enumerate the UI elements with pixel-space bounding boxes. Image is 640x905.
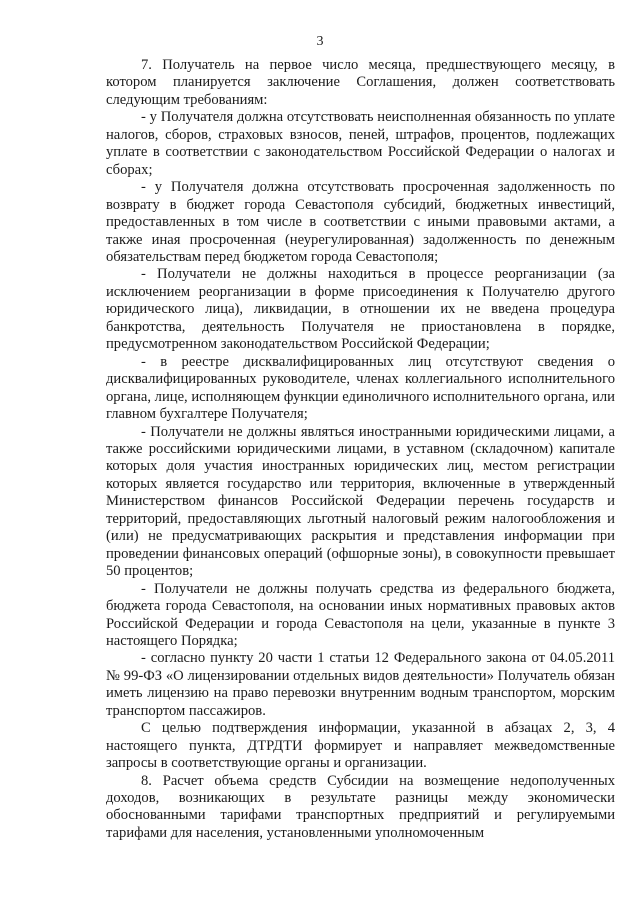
requirement-no-tax-debt: - у Получателя должна отсутствовать неисполненная обязанность по уплате налогов, сборов, страховых взносов, пеней, штрафов, процентов, подлежащих уплате в соответствии с законодательством Российской Федерации о налогах и сборах; [106,109,615,178]
requirement-license: - согласно пункту 20 части 1 статьи 12 Федерального закона от 04.05.2011 № 99-ФЗ «О лицензировании отдельных видов деятельности» Получатель обязан иметь лицензию на право перевозки внутренним водным транспортом, морским транспортом пассажиров. [106,650,615,719]
page-number: 3 [316,34,324,49]
requirement-no-other-funding: - Получатели не должны получать средства из федерального бюджета, бюджета города Севастополя, на основании иных нормативных правовых актов Российской Федерации и города Севастополя на цели, указанные в пункте 3 настоящего Порядка; [106,580,615,649]
requirement-no-reorganization: - Получатели не должны находиться в процессе реорганизации (за исключением реорганизации в форме присоединения к Получателю другого юридического лица), ликвидации, в отношении их не введена процедура банкротства, деятельность Получателя не приостановлена в порядке, предусмотренном законодательством Российской Федерации; [106,266,615,353]
requirement-not-foreign-entity: - Получатели не должны являться иностранными юридическими лицами, а также российскими юридическими лицами, в уставном (складочном) капитале которых доля участия иностранных юридических лиц, местом регистрации которых является государство или территория, включенные в утвержденный Министерством финансов Российской Федерации перечень государств и территорий, предоставляющих льготный налоговый режим налогообложения и (или) не предусматривающих раскрытия и представления информации при проведении финансовых операций (офшорные зоны), в совокупности превышает 50 процентов; [106,423,615,580]
requirement-no-budget-arrears: - у Получателя должна отсутствовать просроченная задолженность по возврату в бюджет города Севастополя субсидий, бюджетных инвестиций, предоставленных в том числе в соответствии с иными правовыми актами, а также иная просроченная (неурегулированная) задолженность по денежным обязательствам перед бюджетом города Севастополя; [106,179,615,265]
paragraph-8-calculation: 8. Расчет объема средств Субсидии на возмещение недополученных доходов, возникающих в результате разницы между экономически обоснованными тарифами транспортных предприятий и регулируемыми тарифами для населения, установленными уполномоченным [106,772,615,841]
verification-paragraph: С целью подтверждения информации, указанной в абзацах 2, 3, 4 настоящего пункта, ДТРДТИ формирует и направляет межведомственные запросы в соответствующие органы и организации. [106,720,615,772]
paragraph-7-heading: 7. Получатель на первое число месяца, предшествующего месяцу, в котором планируется заключение Соглашения, должен соответствовать следующим требованиям: [106,57,615,108]
document-body [106,57,615,842]
requirement-no-disqualified-persons: - в реестре дисквалифицированных лиц отсутствуют сведения о дисквалифицированных руководителе, членах коллегиального исполнительного органа, лице, исполняющем функции единоличного исполнительного органа, или главном бухгалтере Получателя; [106,353,615,423]
